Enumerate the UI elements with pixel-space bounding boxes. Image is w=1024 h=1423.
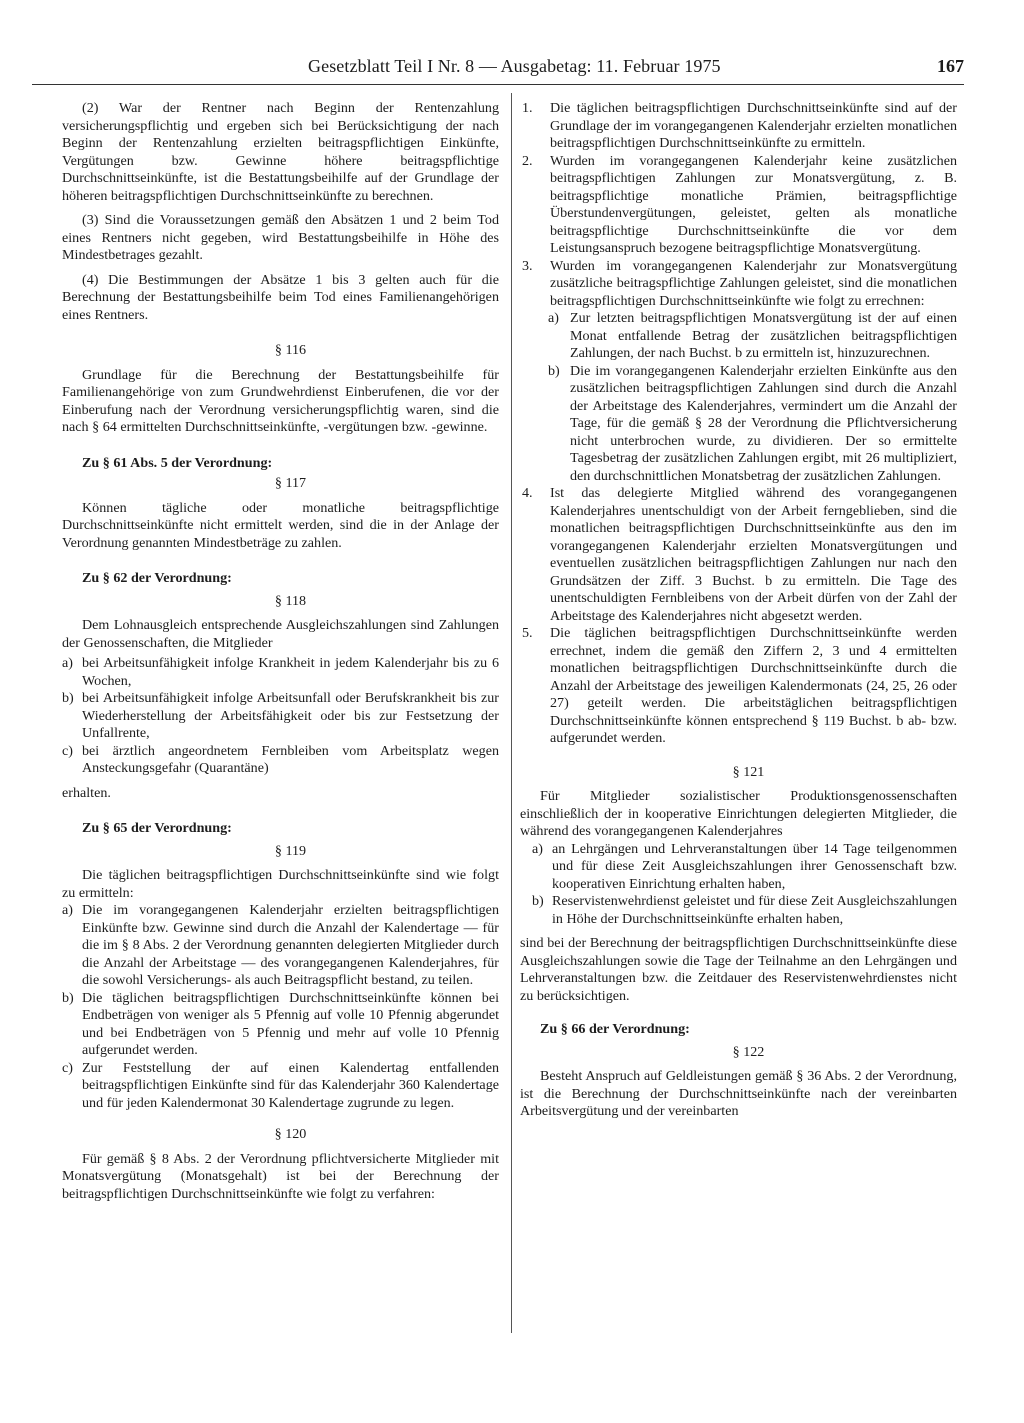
- column-divider: [511, 93, 512, 1333]
- item-label: b): [62, 989, 74, 1006]
- item-text: Die im vorangegangenen Kalenderjahr erzielten beitragspflichtigen Einkünfte bzw. Gewinne sind durch die Anzahl der Kalendertage — für die im § 8 Abs. 2 der Verordnung genannten delegierten Mitglieder durch die Anzahl der Arbeitstage — des vorangegangenen Kalenderjahres, für die sowohl Versicherungs- als auch Beitragspflicht bestand, zu teilen.: [82, 902, 499, 988]
- section-116-heading: § 116: [274, 342, 307, 358]
- item-label: a): [62, 655, 73, 671]
- item-label: 2.: [522, 152, 533, 169]
- list-item: [62, 1060, 499, 1113]
- item-label: b): [532, 893, 544, 909]
- section-122-heading: § 122: [732, 1043, 765, 1060]
- zu-61-heading: Zu § 61 Abs. 5 der Verordnung:: [82, 454, 273, 471]
- item-text: Ist das delegierte Mitglied während des vorangegangenen Kalenderjahres unentschuldigt von der Arbeit ferngeblieben, sind die monatlichen beitragspflichtigen Durchschnittseinkünfte aus den im vorangegangenen Kalenderjahr erzielten Monatsvergütungen und eventuellen zusätzlichen beitragspflichtigen Zahlungen nur nach den Grundsätzen der Ziff. 3 Buchst. b zu ermitteln. Die Tage des unentschuldigten Fernbleibens von der Arbeit dürfen von der Zahl der Arbeitstage des Kalenderjahres nicht abgesetzt werden.: [550, 485, 957, 624]
- header-rule: [32, 84, 964, 85]
- item-text: bei Arbeitsunfähigkeit infolge Arbeitsunfall oder Berufskrankheit bis zur Wiederherstellung der Arbeitsfähigkeit oder bis zur Festsetzung der Unfallrente,: [82, 690, 499, 741]
- right-column: [520, 100, 957, 1121]
- paragraph-2: (2) War der Rentner nach Beginn der Rentenzahlung versicherungspflichtig und ergeben sich bei Berücksichtigung der nach Beginn der Rentenzahlung erzielten beitragspflichtigen Einkünfte, Vergütungen bzw. Gewinne höhere beitragspflichtige Durchschnittseinkünfte, ist die Bestattungsbeihilfe auf der Grundlage der höheren beitragspflichtigen Durchschnittseinkünfte zu berechnen.: [62, 100, 499, 204]
- page-header: [32, 56, 964, 82]
- item-text: Die täglichen beitragspflichtigen Durchschnittseinkünfte werden errechnet, indem die gemäß den Ziffern 2, 3 und 4 ermittelten monatlichen beitragspflichtigen Durchschnittseinkünfte durch die Anzahl der Arbeitstage des jeweiligen Kalendermonats (24, 25, 26 oder 27) geteilt werden. Die arbeitstäglichen beitragspflichtigen Durchschnittseinkünfte können entsprechend § 119 Buchst. b ab- bzw. aufgerundet werden.: [550, 625, 957, 746]
- list-item: [520, 893, 957, 928]
- section-119-intro: Die täglichen beitragspflichtigen Durchschnittseinkünfte sind wie folgt zu ermitteln:: [62, 867, 499, 901]
- item-text: Die täglichen beitragspflichtigen Durchschnittseinkünfte können bei Endbeträgen von weniger als 5 Pfennig auf volle 10 Pfennig abgerundet und bei Endbeträgen von 5 Pfennig und mehr auf volle 10 Pfennig aufgerundet werden.: [82, 989, 499, 1058]
- item-text: bei Arbeitsunfähigkeit infolge Krankheit in jedem Kalenderjahr bis zu 6 Wochen,: [82, 655, 499, 689]
- item-text: Wurden im vorangegangenen Kalenderjahr keine zusätzlichen beitragspflichtigen Zahlungen zur Monatsvergütung, z. B. beitragspflichtige monatliche Prämien, beitragspflichtige Überstundenvergütungen, geleistet, gelten als monatliche beitragspflichtige Durchschnittseinkünfte die vor dem Leistungsanspruch bezogene beitragspflichtige Monatsvergütung.: [550, 152, 957, 256]
- list-item: [520, 841, 957, 894]
- item-label: b): [62, 690, 74, 706]
- list-item: [520, 625, 957, 748]
- section-119-heading: § 119: [274, 842, 307, 859]
- publication-title: Gesetzblatt Teil I Nr. 8 — Ausgabetag: 11. Februar 1975: [308, 56, 721, 76]
- item-label: 4.: [522, 485, 533, 501]
- left-column: [62, 100, 499, 1203]
- item-label: a): [62, 902, 73, 918]
- sub-list-item: [520, 363, 957, 486]
- zu-65-heading: Zu § 65 der Verordnung:: [82, 820, 232, 836]
- section-118-intro: Dem Lohnausgleich entsprechende Ausgleichszahlungen sind Zahlungen der Genossenschaften, die Mitglieder: [62, 617, 499, 651]
- list-item: [62, 690, 499, 743]
- item-label: a): [548, 310, 559, 326]
- list-item: [520, 258, 957, 311]
- list-item: [62, 655, 499, 690]
- item-text: Zur Feststellung der auf einen Kalendertag entfallenden beitragspflichtigen Einkünfte sind für das Kalenderjahr 360 Kalendertage und für jeden Kalendermonat 30 Kalendertage zugrunde zu legen.: [82, 1059, 499, 1111]
- list-item: [62, 743, 499, 778]
- zu-66-heading: Zu § 66 der Verordnung:: [540, 1021, 690, 1037]
- sub-list-item: [520, 310, 957, 363]
- page-number: 167: [937, 56, 964, 76]
- section-117-heading: § 117: [274, 475, 307, 491]
- list-item: [62, 990, 499, 1060]
- section-122-text: Besteht Anspruch auf Geldleistungen gemäß § 36 Abs. 2 der Verordnung, ist die Berechnung der Durchschnittseinkünfte nach der vereinbarten Arbeitsvergütung und der vereinbarten: [520, 1068, 957, 1119]
- section-120-heading: § 120: [274, 1126, 307, 1142]
- section-118-end: erhalten.: [62, 784, 111, 801]
- zu-62-heading: Zu § 62 der Verordnung:: [82, 570, 232, 586]
- item-label: 1.: [522, 100, 533, 116]
- section-121-end: sind bei der Berechnung der beitragspflichtigen Durchschnittseinkünfte diese Ausgleichszahlungen sowie die Tage der Teilnahme an den Lehrgängen und Lehrveranstaltungen bzw. die Zeitdauer des Reservistenwehrdienstes nicht zu berücksichtigen.: [520, 935, 957, 1004]
- item-text: Zur letzten beitragspflichtigen Monatsvergütung ist der auf einen Monat entfallende Betrag der zusätzlichen beitragspflichtigen Zahlungen, der nach Buchst. b zu ermitteln ist, hinzuzurechnen.: [570, 310, 957, 361]
- section-121-intro: Für Mitglieder sozialistischer Produktionsgenossenschaften einschließlich der in kooperative Einrichtungen delegierten Mitglieder, die während des vorangegangenen Kalenderjahres: [520, 788, 957, 839]
- list-item: [520, 153, 957, 258]
- item-label: 3.: [522, 257, 533, 274]
- item-text: an Lehrgängen und Lehrveranstaltungen über 14 Tage teilgenommen und für diese Zeit Ausgleichszahlungen ihrer Genossenschaft bzw. kooperativen Einrichtung erhalten haben,: [552, 840, 957, 892]
- list-item: [520, 100, 957, 153]
- item-label: a): [532, 840, 543, 857]
- item-label: 5.: [522, 625, 533, 641]
- item-text: Die im vorangegangenen Kalenderjahr erzielten Einkünfte aus den zusätzlichen beitragspflichtigen Zahlungen sind durch die Anzahl der Arbeitstage des Kalenderjahres, vermindert um die Anzahl der Tage, für die gemäß § 28 der Verordnung die Pflichtversicherung nicht unterbrochen wurde, zu dividieren. Der so ermittelte Tagesbetrag der zusätzlichen Zahlungen ergibt, mit 26 multipliziert, den durchschnittlichen Monatsbetrag der zusätzlichen Zahlungen.: [570, 362, 957, 484]
- section-118-heading: § 118: [274, 592, 307, 609]
- list-item: [62, 902, 499, 990]
- paragraph-4: (4) Die Bestimmungen der Absätze 1 bis 3 gelten auch für die Berechnung der Bestattungsbeihilfe beim Tod eines Familienangehörigen eines Rentners.: [62, 271, 499, 323]
- item-text: Wurden im vorangegangenen Kalenderjahr zur Monatsvergütung zusätzliche beitragspflichtige Zahlungen geleistet, sind die monatlichen beitragspflichtigen Durchschnittseinkünfte wie folgt zu errechnen:: [550, 257, 957, 309]
- item-label: c): [62, 1059, 73, 1076]
- item-text: Die täglichen beitragspflichtigen Durchschnittseinkünfte sind auf der Grundlage der im vorangegangenen Kalenderjahr erzielten monatlichen beitragspflichtigen Durchschnittseinkünfte zu ermitteln.: [550, 100, 957, 151]
- section-117-text: Können tägliche oder monatliche beitragspflichtige Durchschnittseinkünfte nicht ermittelt werden, sind die in der Anlage der Verordnung genannten Mindestbeträge zu zahlen.: [62, 499, 499, 551]
- section-121-heading: § 121: [732, 763, 765, 780]
- paragraph-3: (3) Sind die Voraussetzungen gemäß den Absätzen 1 und 2 beim Tod eines Rentners nicht gegeben, wird Bestattungsbeihilfe in Höhe des Mindestbetrages gezahlt.: [62, 212, 499, 263]
- section-120-text: Für gemäß § 8 Abs. 2 der Verordnung pflichtversicherte Mitglieder mit Monatsvergütung (Monatsgehalt) ist bei der Berechnung der beitragspflichtigen Durchschnittseinkünfte wie folgt zu verfahren:: [62, 1150, 499, 1202]
- list-item: [520, 485, 957, 625]
- item-text: bei ärztlich angeordnetem Fernbleiben vom Arbeitsplatz wegen Ansteckungsgefahr (Quarantäne): [82, 742, 499, 776]
- item-label: c): [62, 742, 73, 759]
- item-text: Reservistenwehrdienst geleistet und für diese Zeit Ausgleichszahlungen in Höhe der Durchschnittseinkünfte erhalten haben,: [552, 893, 957, 927]
- item-label: b): [548, 362, 560, 379]
- section-116-text: Grundlage für die Berechnung der Bestattungsbeihilfe für Familienangehörige von zum Grundwehrdienst Einberufenen, die vor der Einberufung nach der Verordnung versicherungspflichtig waren, sind die nach § 64 ermittelten Durchschnittseinkünfte, -vergütungen bzw. -gewinne.: [62, 366, 499, 435]
